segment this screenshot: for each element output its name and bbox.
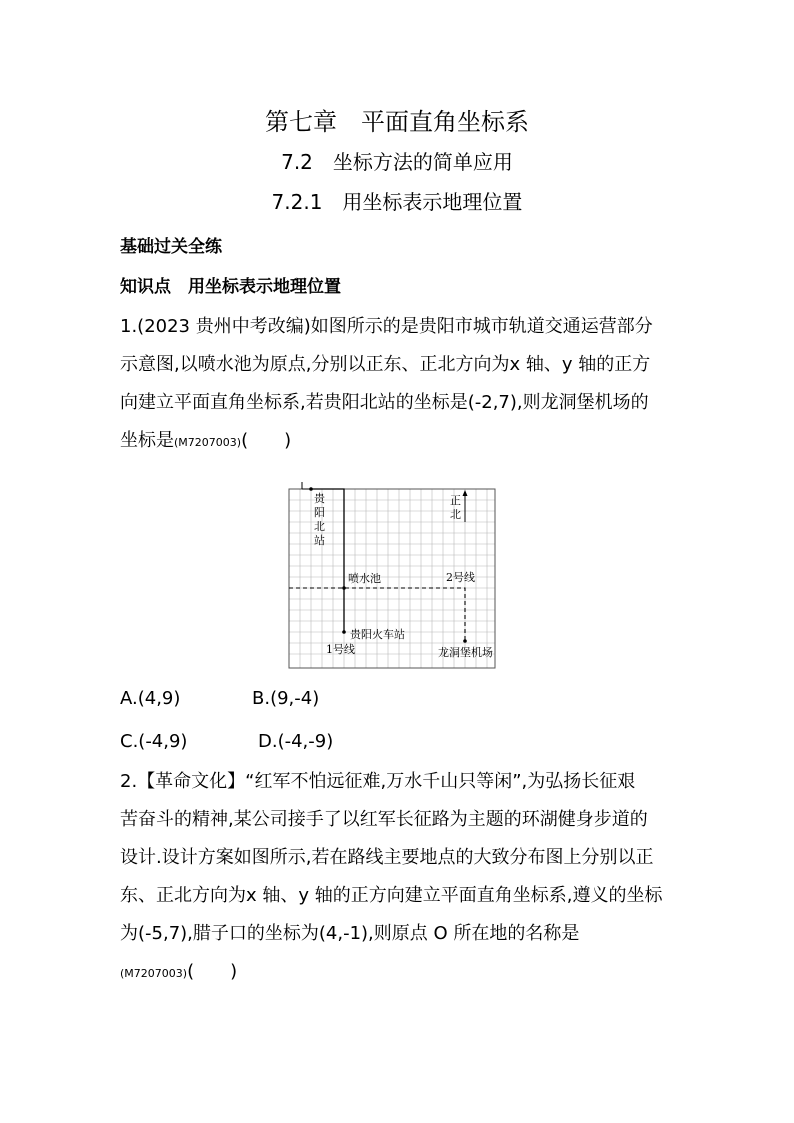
- option-d: D.(-4,-9): [258, 731, 334, 752]
- q2-line: 设计.设计方案如图所示,若在路线主要地点的大致分布图上分别以正: [120, 847, 654, 868]
- q1-line: 1.(2023 贵州中考改编)如图所示的是贵阳市城市轨道交通运营部分: [120, 316, 653, 337]
- q2-code: (M7207003): [120, 967, 188, 980]
- q2-line: 2.【革命文化】“红军不怕远征难,万水千山只等闲”,为弘扬长征艰: [120, 771, 636, 792]
- subsection-title: 7.2.1 用坐标表示地理位置: [271, 190, 523, 214]
- q2-line-last: [120, 953, 680, 991]
- knowledge-point-heading: 知识点 用坐标表示地理位置: [120, 277, 341, 297]
- option-c: C.(-4,9): [120, 731, 188, 752]
- q2-line: 为(-5,7),腊子口的坐标为(4,-1),则原点 O 所在地的名称是: [120, 923, 580, 944]
- fountain-label: 喷水池: [348, 572, 381, 585]
- question-1: [120, 308, 680, 460]
- station-guiyang-train-label: 贵阳火车站: [350, 628, 405, 641]
- option-a: A.(4,9): [120, 688, 181, 709]
- q1-line: 示意图,以喷水池为原点,分别以正东、正北方向为x 轴、y 轴的正方: [120, 354, 651, 375]
- q1-last-text: 坐标是: [120, 430, 174, 451]
- fountain-dot: [342, 586, 346, 590]
- station-guiyang-north-label: 贵阳北站: [314, 492, 325, 547]
- chapter-title: 第七章 平面直角坐标系: [265, 108, 529, 136]
- q2-line: 苦奋斗的精神,某公司接手了以红军长征路为主题的环湖健身步道的: [120, 809, 648, 830]
- line-2-label: 2号线: [446, 571, 475, 584]
- station-guiyang-train-dot: [342, 630, 346, 634]
- station-guiyang-north-dot: [309, 487, 313, 491]
- q2-answer-bracket: ( ): [187, 961, 238, 982]
- metro-map-figure: [288, 482, 508, 672]
- question-2: [120, 763, 680, 991]
- airport-dot: [463, 639, 467, 643]
- north-arrowhead-icon: [463, 490, 468, 496]
- q2-line: 东、正北方向为x 轴、y 轴的正方向建立平面直角坐标系,遵义的坐标: [120, 885, 663, 906]
- option-b: B.(9,-4): [252, 688, 320, 709]
- line-1-label: 1号线: [326, 643, 355, 656]
- section-title: 7.2 坐标方法的简单应用: [281, 150, 513, 174]
- q1-line-last: [120, 422, 680, 460]
- practice-heading: 基础过关全练: [120, 237, 222, 257]
- q1-code: (M7207003): [174, 436, 242, 449]
- airport-label: 龙洞堡机场: [438, 646, 493, 659]
- q1-line: 向建立平面直角坐标系,若贵阳北站的坐标是(-2,7),则龙洞堡机场的: [120, 392, 649, 413]
- q1-answer-bracket: ( ): [241, 430, 292, 451]
- north-label: 正北: [450, 494, 461, 521]
